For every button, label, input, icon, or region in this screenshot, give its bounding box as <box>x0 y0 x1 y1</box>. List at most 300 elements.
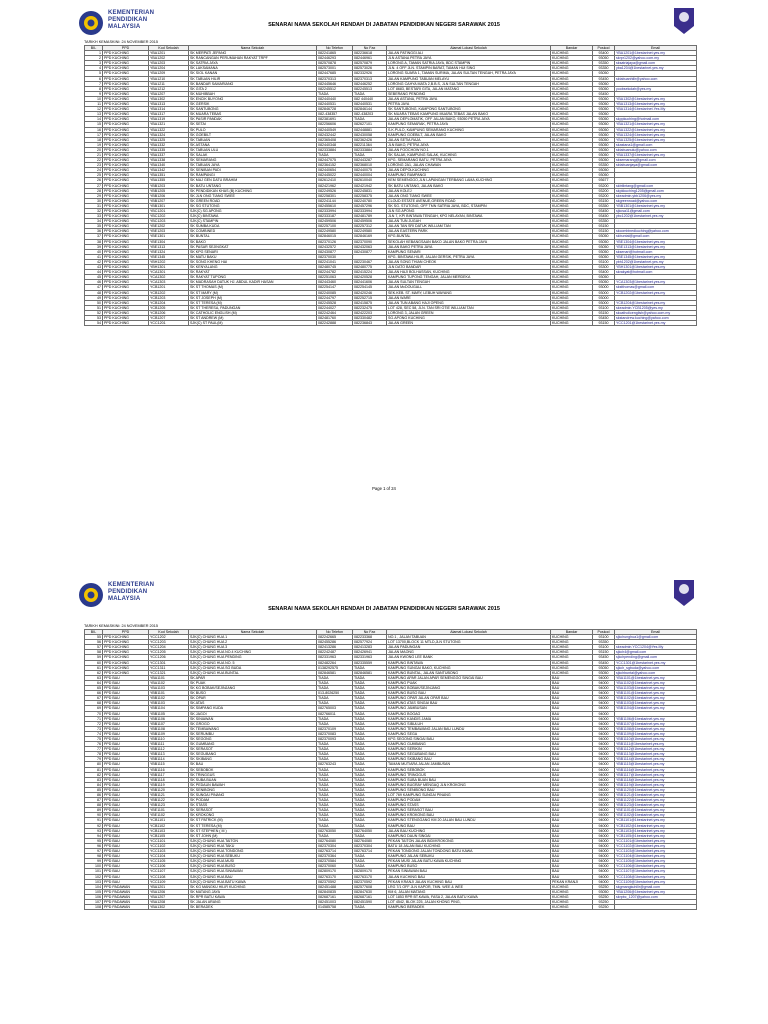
cell-poskod: 93300 <box>593 265 615 270</box>
cell-email[interactable]: YBB1114@1bestarinet.yes.my <box>615 757 697 762</box>
cell-alamat: LOT 769 KAMPUNG SUNGAI PINANG <box>387 793 551 798</box>
cell-bil: 19 <box>85 142 103 147</box>
cell-poskod: 93450 <box>593 209 615 214</box>
cell-poskod: 93250 <box>593 905 615 910</box>
cell-ppd: PPD KUCHING <box>103 254 149 259</box>
cell-alamat: KAMPUNG SIBULUH <box>387 721 551 726</box>
cell-email[interactable]: skeadmin.YCB1205@yes.my <box>615 305 697 310</box>
cell-email[interactable]: skeadmin.YCC1204@Yes.My <box>615 645 697 650</box>
cell-email[interactable]: skcatholicenglish@yahoo.com.my <box>615 310 697 315</box>
cell-kod: YBA1207 <box>149 91 189 96</box>
cell-bandar: KUCHING <box>551 310 593 315</box>
cell-email[interactable]: YCC1201@1bestarinet.yes.my <box>615 321 697 326</box>
cell-kod: YCC1104 <box>149 854 189 859</box>
cell-alamat: SEBERANG PENDING <box>387 91 551 96</box>
cell-email[interactable]: skbuntal@gmail.com <box>615 234 697 239</box>
cell-email[interactable]: yba1204@1bestarinet.yes.my <box>615 66 697 71</box>
cell-email[interactable]: sktabuanulu@yahoo.com <box>615 147 697 152</box>
cell-telefon: 082370030 <box>317 254 353 259</box>
cell-poskod: 94000 <box>593 721 615 726</box>
cell-poskod: 93050 <box>593 158 615 163</box>
cell-kod: YBB1103 <box>149 701 189 706</box>
cell-ppd: PPD BAU <box>103 691 149 696</box>
cell-alamat: KAMPUNG SUBA BUAN BAU <box>387 777 551 782</box>
cell-kod: YCC1103 <box>149 849 189 854</box>
cell-email[interactable]: skcombinedkuching@yahoo.com <box>615 229 697 234</box>
cell-bil: 18 <box>85 137 103 142</box>
cell-email[interactable]: YBA1337@1bestarinet.yes.my <box>615 152 697 157</box>
cell-alamat: SK BATU UNTANG, JALAN BAKO <box>387 183 551 188</box>
update-date: TARIKH KEMASKINI: 24 NOVEMBER 2015 <box>84 624 158 628</box>
cell-kod: YBC1202 <box>149 214 189 219</box>
cell-telefon: 082763050 <box>317 828 353 833</box>
cell-bil: 9 <box>85 91 103 96</box>
cell-ppd: PPD KUCHING <box>103 650 149 655</box>
cell-ppd: PPD BAU <box>103 879 149 884</box>
cell-email[interactable]: YCC1102@1bestarinet.yes.my <box>615 843 697 848</box>
cell-email[interactable]: sjkch_sgbuda@yahoo.com <box>615 665 697 670</box>
cell-bandar: BAU <box>551 869 593 874</box>
cell-bil: 58 <box>85 650 103 655</box>
cell-telefon: TIADA <box>317 152 353 157</box>
cell-alamat: JALAN KUCHING BAU <box>387 874 551 879</box>
cell-alamat: LORONG SUARA 1, TAMAN SURIMA, JALAN SULTAN TENGAH, PETRA JAYA <box>387 71 551 76</box>
cell-kod: YBE1324 <box>149 249 189 254</box>
cell-email <box>615 905 697 910</box>
cell-poskod: 93050 <box>593 56 615 61</box>
cell-bandar: KUCHING <box>551 117 593 122</box>
cell-email[interactable]: YCC1103@1bestarinet.yes.my <box>615 849 697 854</box>
cell-telefon: 082446293 <box>317 56 353 61</box>
cell-email[interactable]: YBB1119@1bestarinet.yes.my <box>615 782 697 787</box>
cell-poskod: 93050 <box>593 665 615 670</box>
cell-email[interactable]: YBE1313@1bestarinet.yes.my <box>615 244 697 249</box>
cell-email[interactable]: YBE1304@1bestarinet.yes.my <box>615 239 697 244</box>
cell-poskod: 93450 <box>593 660 615 665</box>
cell-telefon: TIADA <box>317 91 353 96</box>
cell-email[interactable]: YBB1102@1bestarinet.yes.my <box>615 696 697 701</box>
cell-ppd: PPD BAU <box>103 808 149 813</box>
cell-email[interactable]: YBB1118@1bestarinet.yes.my <box>615 777 697 782</box>
cell-bil: 10 <box>85 96 103 101</box>
cell-bil: 73 <box>85 726 103 731</box>
cell-ppd: PPD KUCHING <box>103 219 149 224</box>
cell-kod: YBA1325 <box>149 137 189 142</box>
cell-nama: SK MUARA TEBAS <box>189 112 317 117</box>
cell-email[interactable]: YBE1101@1bestarinet.yes.my <box>615 808 697 813</box>
cell-kod: YBE1101 <box>149 808 189 813</box>
cell-bandar: KUCHING <box>551 884 593 889</box>
cell-nama: SK BUNTAL <box>189 234 317 239</box>
cell-bil: 40 <box>85 249 103 254</box>
cell-nama: SK COMBINED <box>189 229 317 234</box>
column-header-kod: Kod Sekolah <box>149 630 189 635</box>
cell-alamat: JALAN DEPLOMATIK, OFF JALAN BAKO, 93050 PETRA JAYA <box>387 117 551 122</box>
cell-alamat: KAMPUNG BUSO <box>387 864 551 869</box>
cell-email[interactable]: sksemarang@gmail.com <box>615 158 697 163</box>
cell-fax: 082362426 <box>353 137 387 142</box>
cell-fax: 082432063 <box>353 244 387 249</box>
cell-bil: 49 <box>85 295 103 300</box>
cell-bil: 45 <box>85 275 103 280</box>
cell-email[interactable]: YCB1102@1bestarinet.yes.my <box>615 823 697 828</box>
cell-kod: YCB1102 <box>149 823 189 828</box>
cell-nama: SK BAU <box>189 762 317 767</box>
cell-email[interactable]: YCA1303@1bestarinet.yes.my <box>615 280 697 285</box>
cell-fax: TIADA <box>353 864 387 869</box>
cell-email[interactable]: YBB1117@1bestarinet.yes.my <box>615 772 697 777</box>
cell-poskod: 93350 <box>593 66 615 71</box>
cell-alamat: JALAN TAN SRI DATUK WILLIAM TAN <box>387 224 551 229</box>
cell-email[interactable]: skpkkuching1205@gmail.com <box>615 188 697 193</box>
cell-poskod: 93250 <box>593 884 615 889</box>
cell-ppd: PPD KUCHING <box>103 640 149 645</box>
cell-kod: YBA1337 <box>149 152 189 157</box>
cell-alamat: KAMPUNG SUNGAI BAKO, KUCHING <box>387 665 551 670</box>
cell-alamat: JLN. 4 OFF JLN. STAMPIN BARAT, TAMAN HUI SING <box>387 66 551 71</box>
cell-poskod: 94000 <box>593 762 615 767</box>
cell-ppd: PPD KUCHING <box>103 321 149 326</box>
cell-telefon: TIADA <box>317 772 353 777</box>
cell-bil: 48 <box>85 290 103 295</box>
cell-kod: YCB1206 <box>149 310 189 315</box>
cell-bandar: BAU <box>551 854 593 859</box>
cell-alamat: KAMPUNG APAR JALAN APAR SEMENGGO SINGAI BAU <box>387 675 551 680</box>
cell-kod: YBC1201 <box>149 209 189 214</box>
cell-poskod: 93150 <box>593 310 615 315</box>
cell-telefon: 082370304 <box>317 843 353 848</box>
cell-email[interactable]: sjkcsa11@gmail.com <box>615 209 697 214</box>
cell-telefon: 082370364 <box>317 854 353 859</box>
cell-telefon: 082370592 <box>317 879 353 884</box>
cell-bandar: KUCHING <box>551 660 593 665</box>
cell-poskod: 94000 <box>593 726 615 731</box>
cell-telefon: TIADA <box>317 752 353 757</box>
cell-email[interactable]: sjkch4@gmail.com <box>615 650 697 655</box>
cell-nama: SK ST THOMAS (M) <box>189 285 317 290</box>
cell-kod: YCC1109 <box>149 879 189 884</box>
cell-email[interactable]: YBA1201@1bestarinet.yes.my <box>615 51 697 56</box>
cell-poskod: 94000 <box>593 747 615 752</box>
cell-poskod: 94000 <box>593 864 615 869</box>
cell-fax: 082370313 <box>353 76 387 81</box>
cell-bandar: KUCHING <box>551 112 593 117</box>
cell-email[interactable]: YBB1121@1bestarinet.yes.my <box>615 793 697 798</box>
cell-email[interactable]: sktabuanjaya@gmail.com <box>615 163 697 168</box>
cell-email[interactable]: YCB1105@1bestarinet.yes.my <box>615 833 697 838</box>
cell-email[interactable]: skppkuching@hotmail.com <box>615 117 697 122</box>
cell-email[interactable]: yoobsekolah@yes.my <box>615 86 697 91</box>
cell-email[interactable]: YCC1106@1bestarinet.yes.my <box>615 864 697 869</box>
cell-nama: SK SINIAWAN <box>189 716 317 721</box>
cell-email[interactable]: YCC1101@1bestarinet.yes.my <box>615 838 697 843</box>
cell-email[interactable]: ybh1202@1bestarinet.yes.my <box>615 259 697 264</box>
cell-nama: SK BATU UNTANG <box>189 183 317 188</box>
document-title: SENARAI NAMA SEKOLAH RENDAH DI JABATAN PENDIDIKAN NEGERI SARAWAK 2015 <box>268 22 500 28</box>
cell-telefon: 082241144 <box>317 198 353 203</box>
cell-email[interactable]: YBB1122@1bestarinet.yes.my <box>615 798 697 803</box>
cell-email[interactable]: YCB1103@1bestarinet.yes.my <box>615 828 697 833</box>
cell-bil: 14 <box>85 117 103 122</box>
cell-bandar: BAU <box>551 711 593 716</box>
cell-kod: YBB1107 <box>149 721 189 726</box>
cell-email[interactable]: YBE1345@1bestarinet.yes.my <box>615 254 697 259</box>
cell-bil: 67 <box>85 696 103 701</box>
cell-bil: 64 <box>85 680 103 685</box>
cell-email[interactable]: YCB1202@1bestarinet.yes.my <box>615 290 697 295</box>
cell-email[interactable]: skeadmin.ybb1206@yes.my <box>615 193 697 198</box>
cell-poskod: 93350 <box>593 203 615 208</box>
cell-bil: 47 <box>85 285 103 290</box>
cell-ppd: PPD KUCHING <box>103 239 149 244</box>
school-table-page-2 <box>84 629 697 910</box>
cell-nama: SJK(C) STAMPIN <box>189 219 317 224</box>
cell-nama: SJK(C) CHUNG HUA BUSO <box>189 864 317 869</box>
cell-email[interactable]: YBB1109@1bestarinet.yes.my <box>615 731 697 736</box>
cell-email[interactable]: sksatriajaya@gmail.com <box>615 61 697 66</box>
cell-poskod: 93050 <box>593 244 615 249</box>
cell-email[interactable]: skgreenroad@yahoo.com <box>615 198 697 203</box>
cell-kod: YBB1108 <box>149 726 189 731</box>
cell-alamat: SK SANTUBONG, KAMPONG SANTUBONG <box>387 107 551 112</box>
cell-email[interactable]: YBA1103@1bestarinet.yes.my <box>615 686 697 691</box>
cell-bandar: BAU <box>551 828 593 833</box>
cell-fax: 082370090 <box>353 239 387 244</box>
cell-email[interactable]: YBB1113@1bestarinet.yes.my <box>615 752 697 757</box>
cell-fax: TIADA <box>353 726 387 731</box>
cell-nama: SK RANCANGAN PERUMAHAN RAKYAT TRPF <box>189 56 317 61</box>
cell-nama: SK RAKYAT <box>189 270 317 275</box>
cell-alamat: JALAN SETIA RAJA <box>387 137 551 142</box>
cell-telefon: 082766011 <box>317 711 353 716</box>
cell-email[interactable]: YBB1106@1bestarinet.yes.my <box>615 716 697 721</box>
cell-ppd: PPD KUCHING <box>103 142 149 147</box>
cell-email[interactable]: YBA1325@1bestarinet.yes.my <box>615 137 697 142</box>
column-header-poskod: Poskod <box>593 630 615 635</box>
cell-alamat: KAMPUNG SKIBANG BAU <box>387 757 551 762</box>
column-header-bil: BIL <box>85 46 103 51</box>
cell-kod: YBA1209 <box>149 71 189 76</box>
cell-bandar: KUCHING <box>551 650 593 655</box>
cell-email[interactable]: YBB1120@1bestarinet.yes.my <box>615 787 697 792</box>
cell-telefon: 082244797 <box>317 295 353 300</box>
cell-email[interactable]: YCC1301@1bestarinet.yes.my <box>615 660 697 665</box>
cell-email[interactable]: YBB1107@1bestarinet.yes.my <box>615 721 697 726</box>
cell-poskod: 94000 <box>593 686 615 691</box>
cell-nama: SK PODAM <box>189 798 317 803</box>
cell-email[interactable]: YBA1206@1bestarinet.yes.my <box>615 889 697 894</box>
cell-kod: YBA1101 <box>149 675 189 680</box>
cell-email[interactable]: sjkchunghua1@gmail.com <box>615 635 697 640</box>
cell-bandar: KUCHING <box>551 285 593 290</box>
cell-email[interactable]: YBA1322@1bestarinet.yes.my <box>615 127 697 132</box>
cell-bandar: KUCHING <box>551 239 593 244</box>
cell-email[interactable]: YCB1204@1bestarinet.yes.my <box>615 300 697 305</box>
cell-bandar: KUCHING <box>551 265 593 270</box>
cell-alamat: KAMPUNG TEMBAWANG JALAN BAU LUNDU <box>387 726 551 731</box>
cell-email[interactable]: YBB1108@1bestarinet.yes.my <box>615 726 697 731</box>
cell-poskod: 94000 <box>593 757 615 762</box>
cell-email[interactable]: YBA1321@1bestarinet.yes.my <box>615 122 697 127</box>
cell-bil: 56 <box>85 640 103 645</box>
cell-email[interactable]: YBB1112@1bestarinet.yes.my <box>615 747 697 752</box>
cell-bandar: KUCHING <box>551 889 593 894</box>
cell-alamat: KAMPUNG STASS <box>387 803 551 808</box>
cell-nama: SJK(C) CHUNG HUA NO.4 KUCHING <box>189 650 317 655</box>
cell-email[interactable]: YBE1102@1bestarinet.yes.my <box>615 813 697 818</box>
cell-email[interactable]: skstandrew.kuching@yahoo.com <box>615 315 697 320</box>
cell-bandar: KUCHING <box>551 147 593 152</box>
cell-ppd: PPD KUCHING <box>103 645 149 650</box>
cell-email[interactable]: skbtlintang@gmail.com <box>615 183 697 188</box>
cell-nama: SK ASTANA <box>189 142 317 147</box>
cell-fax: 082764050 <box>353 828 387 833</box>
cell-nama: SK ST TERESA (M) <box>189 300 317 305</box>
cell-bil: 108 <box>85 905 103 910</box>
cell-nama: SK OPAR <box>189 696 317 701</box>
cell-email[interactable]: YBB1116@1bestarinet.yes.my <box>615 767 697 772</box>
cell-telefon: 082482264 <box>317 660 353 665</box>
cell-bil: 22 <box>85 158 103 163</box>
cell-email[interactable]: YBA1101@1bestarinet.yes.my <box>615 675 697 680</box>
cell-email[interactable]: YBB1101@1bestarinet.yes.my <box>615 691 697 696</box>
cell-bandar: BAU <box>551 747 593 752</box>
cell-email[interactable]: YCC1104@1bestarinet.yes.my <box>615 854 697 859</box>
cell-kod: YBB1104 <box>149 706 189 711</box>
cell-email[interactable]: sktabuanhilir@yahoo.com <box>615 76 697 81</box>
cell-email[interactable]: skrakyat@hotmail.com <box>615 270 697 275</box>
cell-poskod: 93050 <box>593 173 615 178</box>
cell-email[interactable]: YBB1115@1bestarinet.yes.my <box>615 762 697 767</box>
cell-poskod: 94000 <box>593 808 615 813</box>
cell-email[interactable]: YCC1107@1bestarinet.yes.my <box>615 869 697 874</box>
cell-email[interactable]: YCC1109@1bestarinet.yes.my <box>615 879 697 884</box>
cell-email[interactable]: sjkchpending@gmail.com <box>615 655 697 660</box>
cell-email[interactable]: skrpbc_1207@yahoo.com <box>615 894 697 899</box>
cell-kod: YCA1301 <box>149 270 189 275</box>
cell-alamat: KAMPUNG STENGGANG KM 20 JALAN BAU LUNDU <box>387 818 551 823</box>
cell-telefon: TIADA <box>317 747 353 752</box>
cell-email[interactable]: YBB1104@1bestarinet.yes.my <box>615 706 697 711</box>
cell-ppd: PPD KUCHING <box>103 270 149 275</box>
cell-bandar: BAU <box>551 803 593 808</box>
cell-alamat: KAMPUNG DAUN SINGAI <box>387 833 551 838</box>
cell-kod: YBA1314 <box>149 107 189 112</box>
cell-fax: 082415875 <box>353 300 387 305</box>
cell-kod: YBA1204 <box>149 66 189 71</box>
cell-ppd: PPD BAU <box>103 752 149 757</box>
cell-nama: SK SIMPANG KUDA <box>189 706 317 711</box>
cell-email[interactable]: skrpr1202@yahoo.com.my <box>615 56 697 61</box>
cell-bil: 35 <box>85 224 103 229</box>
cell-email[interactable]: YBA1314@1bestarinet.Yes.My <box>615 107 697 112</box>
cell-kod: YBB1101 <box>149 691 189 696</box>
cell-nama: SJK(C) CHUNG HUA PENDING <box>189 655 317 660</box>
cell-email[interactable]: YCC1108@1bestarinet.yes.my <box>615 874 697 879</box>
cell-fax: 082333884 <box>353 147 387 152</box>
cell-alamat: LOT 4542, BLOK 225, JALAN KHONG PING, <box>387 899 551 904</box>
cell-ppd: PPD BAU <box>103 767 149 772</box>
cell-ppd: PPD PADAWAN <box>103 884 149 889</box>
cell-kod: YBA1324 <box>149 132 189 137</box>
cell-ppd: PPD BAU <box>103 742 149 747</box>
cell-bil: 100 <box>85 864 103 869</box>
cell-email[interactable]: sksenari@hotmail.com <box>615 249 697 254</box>
cell-bandar: KUCHING <box>551 142 593 147</box>
cell-ppd: PPD KUCHING <box>103 290 149 295</box>
cell-nama: SJK(C) ST PAUL(M) <box>189 321 317 326</box>
cell-bandar: KUCHING <box>551 254 593 259</box>
cell-fax: 082368010 <box>353 163 387 168</box>
cell-bil: 21 <box>85 152 103 157</box>
cell-fax: 082236618 <box>353 51 387 56</box>
cell-poskod: 94000 <box>593 833 615 838</box>
cell-nama: SK PASAR SEJINGKAT <box>189 244 317 249</box>
cell-email[interactable]: YBA1102@1bestarinet.yes.my <box>615 680 697 685</box>
cell-email[interactable]: YBH1301@1bestarinet.yes.my <box>615 265 697 270</box>
cell-poskod: 94000 <box>593 787 615 792</box>
cell-alamat: JALAN MAONG <box>387 650 551 655</box>
cell-email[interactable]: YBA1313@1bestarinet.yes.my <box>615 102 697 107</box>
cell-fax: TIADA <box>353 731 387 736</box>
cell-nama: SK KG BOBAK/SEJINJANG <box>189 686 317 691</box>
cell-poskod: 93100 <box>593 645 615 650</box>
cell-email[interactable]: skastana1@gmail.com <box>615 142 697 147</box>
cell-bil: 95 <box>85 838 103 843</box>
cell-email[interactable]: skstthomas@gmail.com <box>615 285 697 290</box>
cell-email[interactable]: YBB1111@1bestarinet.yes.my <box>615 742 697 747</box>
cell-kod: YBA1340 <box>149 163 189 168</box>
cell-email[interactable]: YBA1324@1bestarinet.yes.my <box>615 132 697 137</box>
cell-email[interactable]: YBA1302@1bestarinet.yes.my <box>615 96 697 101</box>
cell-email[interactable]: sjkchbuntal@yahoo.com <box>615 670 697 675</box>
cell-nama: SK SEMARANG <box>189 158 317 163</box>
cell-bil: 12 <box>85 107 103 112</box>
cell-fax: TIADA <box>353 117 387 122</box>
cell-kod: YBB1117 <box>149 772 189 777</box>
cell-ppd: PPD BAU <box>103 793 149 798</box>
cell-fax: 082480775 <box>353 265 387 270</box>
cell-email[interactable]: YCB1101@1bestarinet.yes.my <box>615 818 697 823</box>
cell-email[interactable]: YBB1103@1bestarinet.yes.my <box>615 701 697 706</box>
cell-kod: YCB1203 <box>149 295 189 300</box>
cell-bil: 87 <box>85 798 103 803</box>
cell-nama: SK STASS <box>189 803 317 808</box>
cell-email[interactable]: YCC1105@1bestarinet.yes.my <box>615 859 697 864</box>
cell-email[interactable]: YBB1301@1bestarinet.yes.my <box>615 203 697 208</box>
cell-email[interactable]: ybc1202@1bestarinet.yes.my <box>615 214 697 219</box>
cell-nama: SK ST MARY (M) <box>189 290 317 295</box>
cell-nama: SJK(C) CHUNG HUA BATU KAWA <box>189 879 317 884</box>
cell-email[interactable]: YBB1110@1bestarinet.yes.my <box>615 736 697 741</box>
cell-telefon: TIADA <box>317 823 353 828</box>
cell-fax: 082846169 <box>353 234 387 239</box>
cell-ppd: PPD KUCHING <box>103 112 149 117</box>
cell-alamat: JALAN DEPOLKUCHING <box>387 168 551 173</box>
cell-nama: SK JLN ONG TIANG SWEE <box>189 193 317 198</box>
cell-telefon: 082459506 <box>317 219 353 224</box>
cell-telefon: 082430877 <box>317 249 353 254</box>
cell-kod: YCC1204 <box>149 645 189 650</box>
cell-nama: SJK(C) CHUNG HUA BAU <box>189 874 317 879</box>
cell-email[interactable]: skgmangkuhilir@gmail.com <box>615 884 697 889</box>
cell-nama: SK MERPATI JEPANG <box>189 51 317 56</box>
cell-ppd: PPD KUCHING <box>103 635 149 640</box>
cell-email[interactable]: YBB1123@1bestarinet.yes.my <box>615 803 697 808</box>
cell-kod: YBB1102 <box>149 696 189 701</box>
cell-telefon: TIADA <box>317 782 353 787</box>
cell-bil: 103 <box>85 879 103 884</box>
